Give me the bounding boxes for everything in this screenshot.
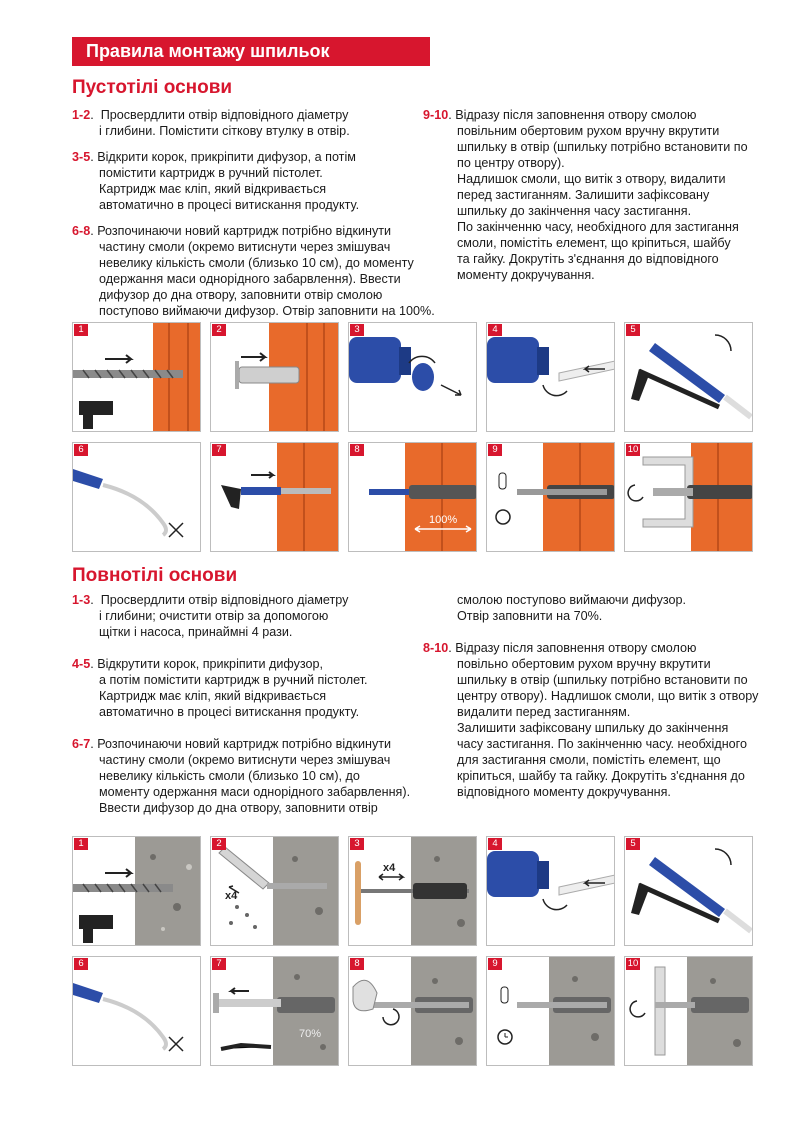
step-line: моменту одержання маси однорідного забарвлення).	[99, 785, 411, 799]
hollow-right-column	[423, 107, 793, 283]
figure-number: 6	[74, 958, 88, 970]
figure-panel	[486, 442, 615, 552]
step-line: центру отвору). Надлишок смоли, що витік з отвору	[457, 689, 759, 703]
step-block: 9-10. Відразу після заповнення отвору смолою повільним обертовим рухом вручну вкрутити шпильку в отвір (шпильку потрібно встановити по по центру отвору). Надлишок смоли, що витік з отвору, видалити перед застиганням. Залишити зафіксовану шпильку до закінчення часу застигання. По закінченню часу, необхідного для застигання смоли, помістіть елемент, що кріпиться, шайбу та гайку. Докрутіть з'єднання до відповідного моменту докручування.	[423, 107, 793, 283]
figure-number: 5	[626, 838, 640, 850]
figure-number: 3	[350, 838, 364, 850]
step-line: автоматично в процесі витискання продукту.	[99, 198, 360, 212]
step-block: 1-3. Просвердлити отвір відповідного діаметру і глибини; очистити отвір за допомогою щітки і насоса, принаймні 4 рази.	[72, 592, 452, 640]
figure-panel	[210, 442, 339, 552]
step-line: повільним обертовим рухом вручну вкрутити	[457, 124, 720, 138]
figure-panel	[72, 322, 201, 432]
discard-resin-illustration	[73, 957, 201, 1065]
step-number: 8-10	[423, 641, 449, 655]
page-title: Правила монтажу шпильок	[86, 41, 330, 61]
step-line: Просвердлити отвір відповідного діаметру	[100, 108, 349, 122]
curing-time-illustration	[487, 957, 615, 1065]
step-line: перед застиганням. Залишити зафіксовану	[457, 188, 710, 202]
figure-number: 7	[212, 958, 226, 970]
figure-panel	[72, 442, 201, 552]
mixer-illustration	[487, 323, 615, 431]
step-line: поступово виймаючи дифузор. Отвір заповнити на 100%.	[99, 304, 435, 318]
step-line: шпильку в отвір (шпильку потрібно встановити по	[457, 673, 748, 687]
step-block: 4-5. Відкрутити корок, прикріпити дифузор, а потім помістити картридж в ручний пістолет. Картридж має кліп, який відкривається автоматично в процесі витискання продукту.	[72, 656, 452, 720]
section-heading-hollow: Пустотілі основи	[72, 77, 233, 98]
fix-element-illustration	[625, 443, 753, 551]
step-number: 1-2	[72, 108, 91, 122]
step-line: Відкрутити корок, прикріпити дифузор,	[97, 657, 324, 671]
step-line: кріпиться, шайбу та гайку. Докрутіть з'єднання до	[457, 769, 745, 783]
step-line: по центру отвору).	[457, 156, 565, 170]
figure-number: 6	[74, 444, 88, 456]
figure-number: 7	[212, 444, 226, 456]
figure-panel	[348, 836, 477, 946]
gun-illustration	[625, 323, 753, 431]
figure-panel	[348, 956, 477, 1066]
step-number: 1-3	[72, 593, 91, 607]
gun-illustration	[625, 837, 753, 945]
figure-number: 3	[350, 324, 364, 336]
step-line: дифузор до дна отвору, заповнити отвір смолою	[99, 288, 383, 302]
fill-percent-label: 70%	[299, 1028, 322, 1040]
figure-panel	[72, 836, 201, 946]
sleeve-illustration	[211, 323, 339, 431]
figure-number: 9	[488, 444, 502, 456]
repeat-label: x4	[383, 862, 396, 874]
figure-number: 1	[74, 324, 88, 336]
hollow-figure-grid	[72, 322, 753, 552]
step-line: Розпочинаючи новий картридж потрібно відкинути	[97, 737, 392, 751]
step-line: смоли, помістіть елемент, що кріпиться, шайбу	[457, 236, 731, 250]
step-line: частину смоли (окремо витиснути через змішувач	[99, 240, 391, 254]
step-line: шпильку до закінчення часу застигання.	[457, 204, 692, 218]
step-line: щітки і насоса, принаймні 4 рази.	[99, 625, 293, 639]
solid-figure-grid	[72, 836, 753, 1066]
drill-concrete-illustration	[73, 837, 201, 945]
step-block: 6-8. Розпочинаючи новий картридж потрібно відкинути частину смоли (окремо витиснути через змішувач невелику кількість смоли (близько 10 см), до моменту одержання маси однорідного забарвлення). Ввести дифузор до дна отвору, заповнити отвір смолою поступово виймаючи дифузор. Отвір заповнити на 100%.	[72, 223, 452, 319]
fill-percent-label: 100%	[429, 514, 458, 526]
blow-pump-illustration	[211, 837, 339, 945]
figure-number: 8	[350, 444, 364, 456]
step-line: і глибини. Помістити сіткову втулку в отвір.	[99, 124, 350, 138]
step-block: 8-10. Відразу після заповнення отвору смолою повільно обертовим рухом вручну вкрутити шпильку в отвір (шпильку потрібно встановити по центру отвору). Надлишок смоли, що витік з отвору видалити перед застиганням. Залишити зафіксовану шпильку до закінчення часу застигання. По закінченню часу. необхідного для застигання смоли, помістіть елемент, що кріпиться, шайбу та гайку. Докрутіть з'єднання до відповідного моменту докручування.	[423, 640, 793, 800]
figure-number: 4	[488, 324, 502, 336]
twist-stud-illustration	[349, 957, 477, 1065]
step-line: Відразу після заповнення отвору смолою	[455, 641, 697, 655]
inject-illustration	[211, 443, 339, 551]
step-block: 1-2. Просвердлити отвір відповідного діаметру і глибини. Помістити сіткову втулку в отвір.	[72, 107, 452, 139]
step-line: смолою поступово виймаючи дифузор.	[457, 593, 687, 607]
figure-panel	[210, 956, 339, 1066]
step-line: частину смоли (окремо витиснути через змішувач	[99, 753, 391, 767]
step-line: Отвір заповнити на 70%.	[457, 609, 603, 623]
figure-number: 2	[212, 838, 226, 850]
step-line: а потім помістити картридж в ручний пістолет.	[99, 673, 368, 687]
step-line: і глибини; очистити отвір за допомогою	[99, 609, 329, 623]
step-line: відповідного моменту докручування.	[457, 785, 671, 799]
figure-panel	[210, 836, 339, 946]
mixer-illustration	[487, 837, 615, 945]
figure-number: 2	[212, 324, 226, 336]
figure-number: 4	[488, 838, 502, 850]
step-line: Просвердлити отвір відповідного діаметру	[100, 593, 349, 607]
cartridge-cap-illustration	[349, 323, 477, 431]
step-line: Картридж має кліп, який відкривається	[99, 689, 327, 703]
step-line: невелику кількість смоли (близько 10 см), до	[99, 769, 360, 783]
step-number: 3-5	[72, 150, 91, 164]
figure-number: 1	[74, 838, 88, 850]
solid-right-column	[423, 592, 793, 800]
step-line: одержання маси однорідного забарвлення). Ввести	[99, 272, 401, 286]
step-line: повільно обертовим рухом вручну вкрутити	[457, 657, 711, 671]
figure-panel	[348, 442, 477, 552]
figure-number: 10	[627, 958, 639, 969]
solid-left-column	[72, 592, 452, 816]
step-line: для застигання смоли, помістіть елемент, що	[457, 753, 721, 767]
figure-number: 5	[626, 324, 640, 336]
figure-panel	[624, 956, 753, 1066]
step-block: 3-5. Відкрити корок, прикріпити дифузор, а потім помістити картридж в ручний пістолет. Картридж має кліп, який відкривається автоматично в процесі витискання продукту.	[72, 149, 452, 213]
step-number: 9-10	[423, 108, 449, 122]
figure-number: 9	[488, 958, 502, 970]
step-line: видалити перед застиганням.	[457, 705, 631, 719]
hollow-left-column	[72, 107, 452, 319]
figure-panel	[486, 956, 615, 1066]
figure-panel	[624, 322, 753, 432]
figure-panel	[486, 322, 615, 432]
step-line: автоматично в процесі витискання продукту.	[99, 705, 360, 719]
brush-illustration	[349, 837, 477, 945]
figure-number: 8	[350, 958, 364, 970]
figure-panel	[348, 322, 477, 432]
fix-element-illustration	[625, 957, 753, 1065]
title-banner	[72, 37, 430, 66]
step-number: 6-7	[72, 737, 91, 751]
step-line: невелику кількість смоли (близько 10 см), до моменту	[99, 256, 414, 270]
step-number: 4-5	[72, 657, 91, 671]
step-line: часу застигання. По закінченню часу. необхідного	[457, 737, 747, 751]
step-line: Ввести дифузор до дна отвору, заповнити отвір	[99, 801, 378, 815]
step-line: Надлишок смоли, що витік з отвору, видалити	[457, 172, 726, 186]
insert-stud-illustration	[487, 443, 615, 551]
step-block: 6-7. Розпочинаючи новий картридж потрібно відкинути частину смоли (окремо витиснути через змішувач невелику кількість смоли (близько 10 см), до моменту одержання маси однорідного забарвлення). Ввести дифузор до дна отвору, заповнити отвір	[72, 736, 452, 816]
section-heading-solid: Повнотілі основи	[72, 565, 238, 586]
step-line: Відкрити корок, прикріпити дифузор, а потім	[97, 150, 356, 164]
repeat-label: x4	[225, 890, 238, 902]
step-line: Картридж має кліп, який відкривається	[99, 182, 327, 196]
step-line: помістити картридж в ручний пістолет.	[99, 166, 323, 180]
step-line: Залишити зафіксовану шпильку до закінчення	[457, 721, 729, 735]
figure-panel	[624, 836, 753, 946]
figure-panel	[624, 442, 753, 552]
drill-illustration	[73, 323, 201, 431]
step-line: Розпочинаючи новий картридж потрібно відкинути	[97, 224, 392, 238]
step-line: та гайку. Докрутіть з'єднання до відповідного	[457, 252, 719, 266]
figure-number: 10	[627, 444, 639, 455]
figure-panel	[486, 836, 615, 946]
figure-panel	[72, 956, 201, 1066]
step-line: шпильку в отвір (шпильку потрібно встановити по	[457, 140, 748, 154]
figure-panel	[210, 322, 339, 432]
step-line: моменту докручування.	[457, 268, 595, 282]
step-line: По закінченню часу, необхідного для застигання	[457, 220, 739, 234]
discard-resin-illustration	[73, 443, 201, 551]
step-line: Відразу після заповнення отвору смолою	[455, 108, 697, 122]
step-number: 6-8	[72, 224, 91, 238]
fill-hole-illustration	[211, 957, 339, 1065]
fill-hole-illustration	[349, 443, 477, 551]
